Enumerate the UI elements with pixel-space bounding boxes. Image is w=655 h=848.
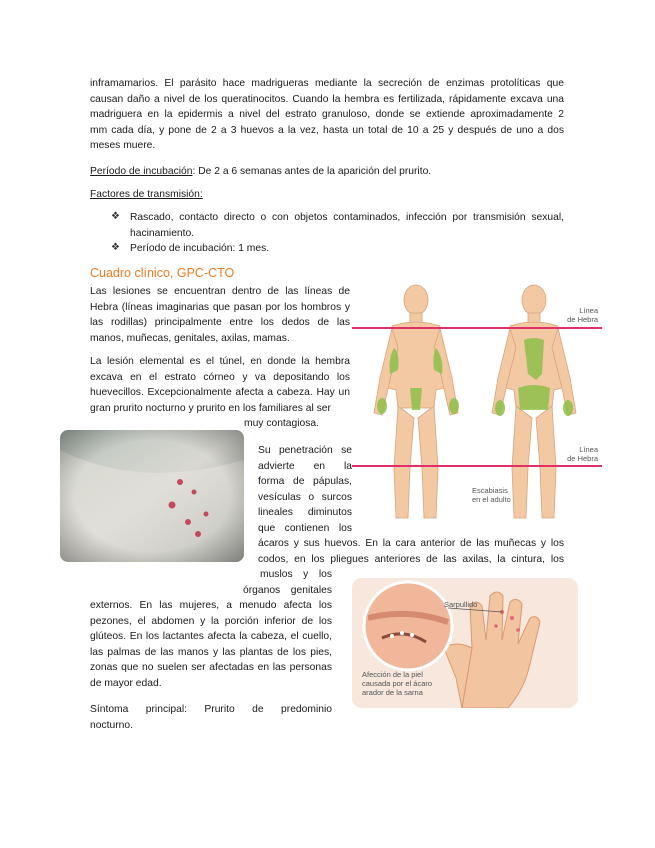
hebra-lines-figure (352, 278, 602, 530)
text-line: manos, muñecas, genitales, axilas, mamas. (90, 332, 290, 344)
text-line: órganos genitales (243, 584, 332, 596)
text-line: advierte en la (258, 460, 352, 472)
hebra-label-bottom: Línea de Hebra (567, 445, 598, 463)
text-line: lineales diminutos (258, 507, 352, 518)
incubation-line (90, 164, 431, 179)
skin-photo-image (60, 430, 244, 562)
text-line: Hebra (líneas imaginarias que pasan por los hombros y (90, 301, 350, 313)
bullet-diamond-icon: ❖ (111, 242, 120, 253)
text-line: La lesión elemental es el túnel, en donde la hembra (90, 356, 350, 367)
bullet-text: hacinamiento. (130, 227, 195, 239)
incubation-label: Período de incubación (90, 166, 193, 177)
incubation-text: : De 2 a 6 semanas antes de la aparición del prurito. (192, 166, 432, 177)
transmission-label: Factores de transmisión: (90, 189, 203, 200)
section-heading: Cuadro clínico, GPC-CTO (90, 266, 235, 280)
text-line: muy contagiosa. (244, 418, 319, 429)
text-line: madriguera en la epidermis a nivel del estrato granuloso, donde se extiende aproximadamente 2 (90, 109, 564, 120)
text-line: las palmas de las manos y las plantas de los pies, (90, 646, 332, 658)
text-line: zonas que no suelen ser afectadas en las personas (90, 662, 332, 673)
symptom-line: nocturno. (90, 719, 133, 731)
text-line: muslos y los (260, 569, 332, 580)
symptom-line: Síntoma principal: Prurito de predominio (90, 704, 332, 715)
text-line: de mayor edad. (90, 677, 162, 689)
bullet-text: Rascado, contacto directo o con objetos contaminados, infección por transmisión sexual, (130, 212, 564, 223)
bullet-diamond-icon: ❖ (111, 211, 120, 222)
text-line: huevecillos. Excepcionalmente afecta a cabeza. Hay un (90, 387, 350, 398)
text-line: gran prurito nocturno y prurito en los familiares al ser (90, 402, 331, 414)
text-line: meses muere. (90, 140, 156, 151)
text-line: pezones, el abdomen y la porción inferior de los (90, 615, 332, 627)
text-line: excava en el estrato córneo y va depositando los (90, 371, 350, 383)
text-line: codos, en los pliegues anteriores de las axilas, la cintura, los (258, 553, 564, 565)
text-line: las rodillas) principalmente entre los dedos de las (90, 317, 350, 328)
text-line: mm cada día, y pone de 2 a 3 huevos a la vez, hasta un total de 10 a 25 y después de uno a dos (90, 124, 564, 136)
text-line: Su penetración se (258, 445, 352, 456)
skin-photo (60, 430, 244, 562)
hand-figure (352, 578, 578, 708)
hebra-label-top: Línea de Hebra (567, 306, 598, 324)
text-line: externos. En las mujeres, a menudo afecta los (90, 600, 332, 611)
rash-label: Sarpullido (444, 600, 478, 609)
hand-caption: Afección de la piel causada por el ácaro arador de la sarna (362, 670, 433, 697)
text-line: Las lesiones se encuentran dentro de las líneas de (90, 286, 350, 297)
text-line: ácaros y sus huevos. En la cara anterior de las muñecas y los (258, 538, 564, 549)
body-caption: Escabiasis en el adulto (472, 486, 511, 504)
text-line: inframamarios. El parásito hace madrigueras mediante la secreción de enzimas protolíticas que (90, 78, 564, 89)
text-line: causan daño a nivel de los queratinocitos. Cuando la hembra es fertilizada, rápidamente excava una (90, 93, 564, 105)
text-line: vesículas o surcos (258, 491, 352, 503)
text-line: glúteos. En los lactantes afecta la cabeza, el cuello, (90, 631, 332, 642)
text-line: forma de pápulas, (258, 476, 352, 487)
bullet-text: Período de incubación: 1 mes. (130, 243, 270, 254)
text-line: que contienen los (258, 522, 352, 534)
